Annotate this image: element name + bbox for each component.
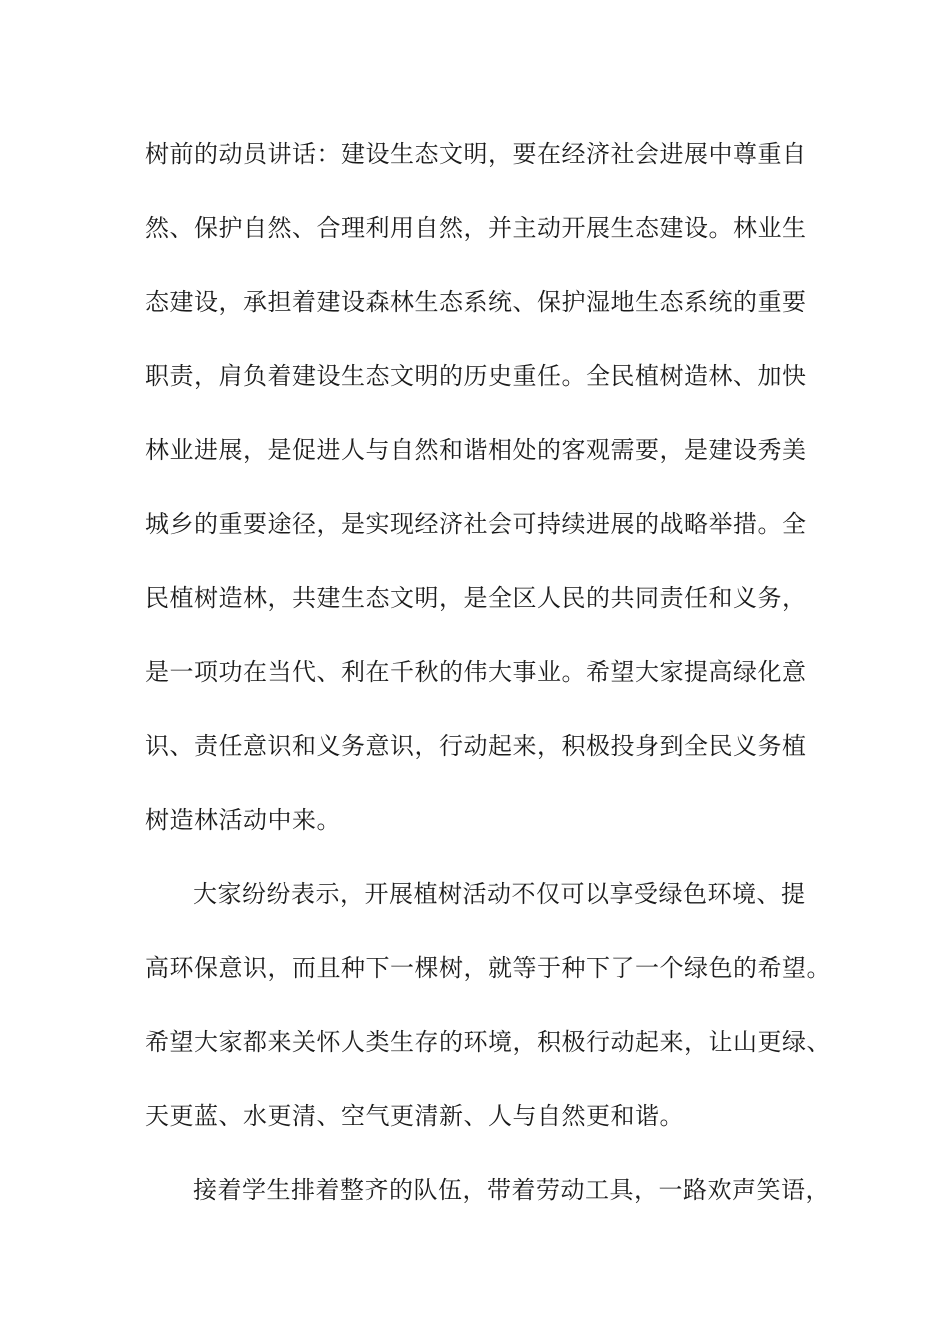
- text-line: 树前的动员讲话：建设生态文明，要在经济社会进展中尊重自: [145, 140, 807, 168]
- text-line: 树造林活动中来。: [145, 806, 341, 834]
- text-line: 是一项功在当代、利在千秋的伟大事业。希望大家提高绿化意: [145, 658, 807, 686]
- text-line: 民植树造林，共建生态文明，是全区人民的共同责任和义务，: [145, 584, 807, 612]
- text-line: 高环保意识，而且种下一棵树，就等于种下了一个绿色的希望。: [145, 954, 831, 982]
- text-line: 接着学生排着整齐的队伍，带着劳动工具，一路欢声笑语，: [193, 1176, 830, 1204]
- text-line: 大家纷纷表示，开展植树活动不仅可以享受绿色环境、提: [193, 880, 806, 908]
- body-text: [145, 127, 835, 1237]
- text-line: 天更蓝、水更清、空气更清新、人与自然更和谐。: [145, 1102, 684, 1130]
- text-line: 希望大家都来关怀人类生存的环境，积极行动起来，让山更绿、: [145, 1028, 831, 1056]
- text-line: 林业进展，是促进人与自然和谐相处的客观需要，是建设秀美: [145, 436, 807, 464]
- text-line: 城乡的重要途径，是实现经济社会可持续进展的战略举措。全: [145, 510, 807, 538]
- text-line: 然、保护自然、合理利用自然，并主动开展生态建设。林业生: [145, 214, 807, 242]
- text-line: 职责，肩负着建设生态文明的历史重任。全民植树造林、加快: [145, 362, 807, 390]
- text-line: 态建设，承担着建设森林生态系统、保护湿地生态系统的重要: [145, 288, 807, 316]
- text-line: 识、责任意识和义务意识，行动起来，积极投身到全民义务植: [145, 732, 807, 760]
